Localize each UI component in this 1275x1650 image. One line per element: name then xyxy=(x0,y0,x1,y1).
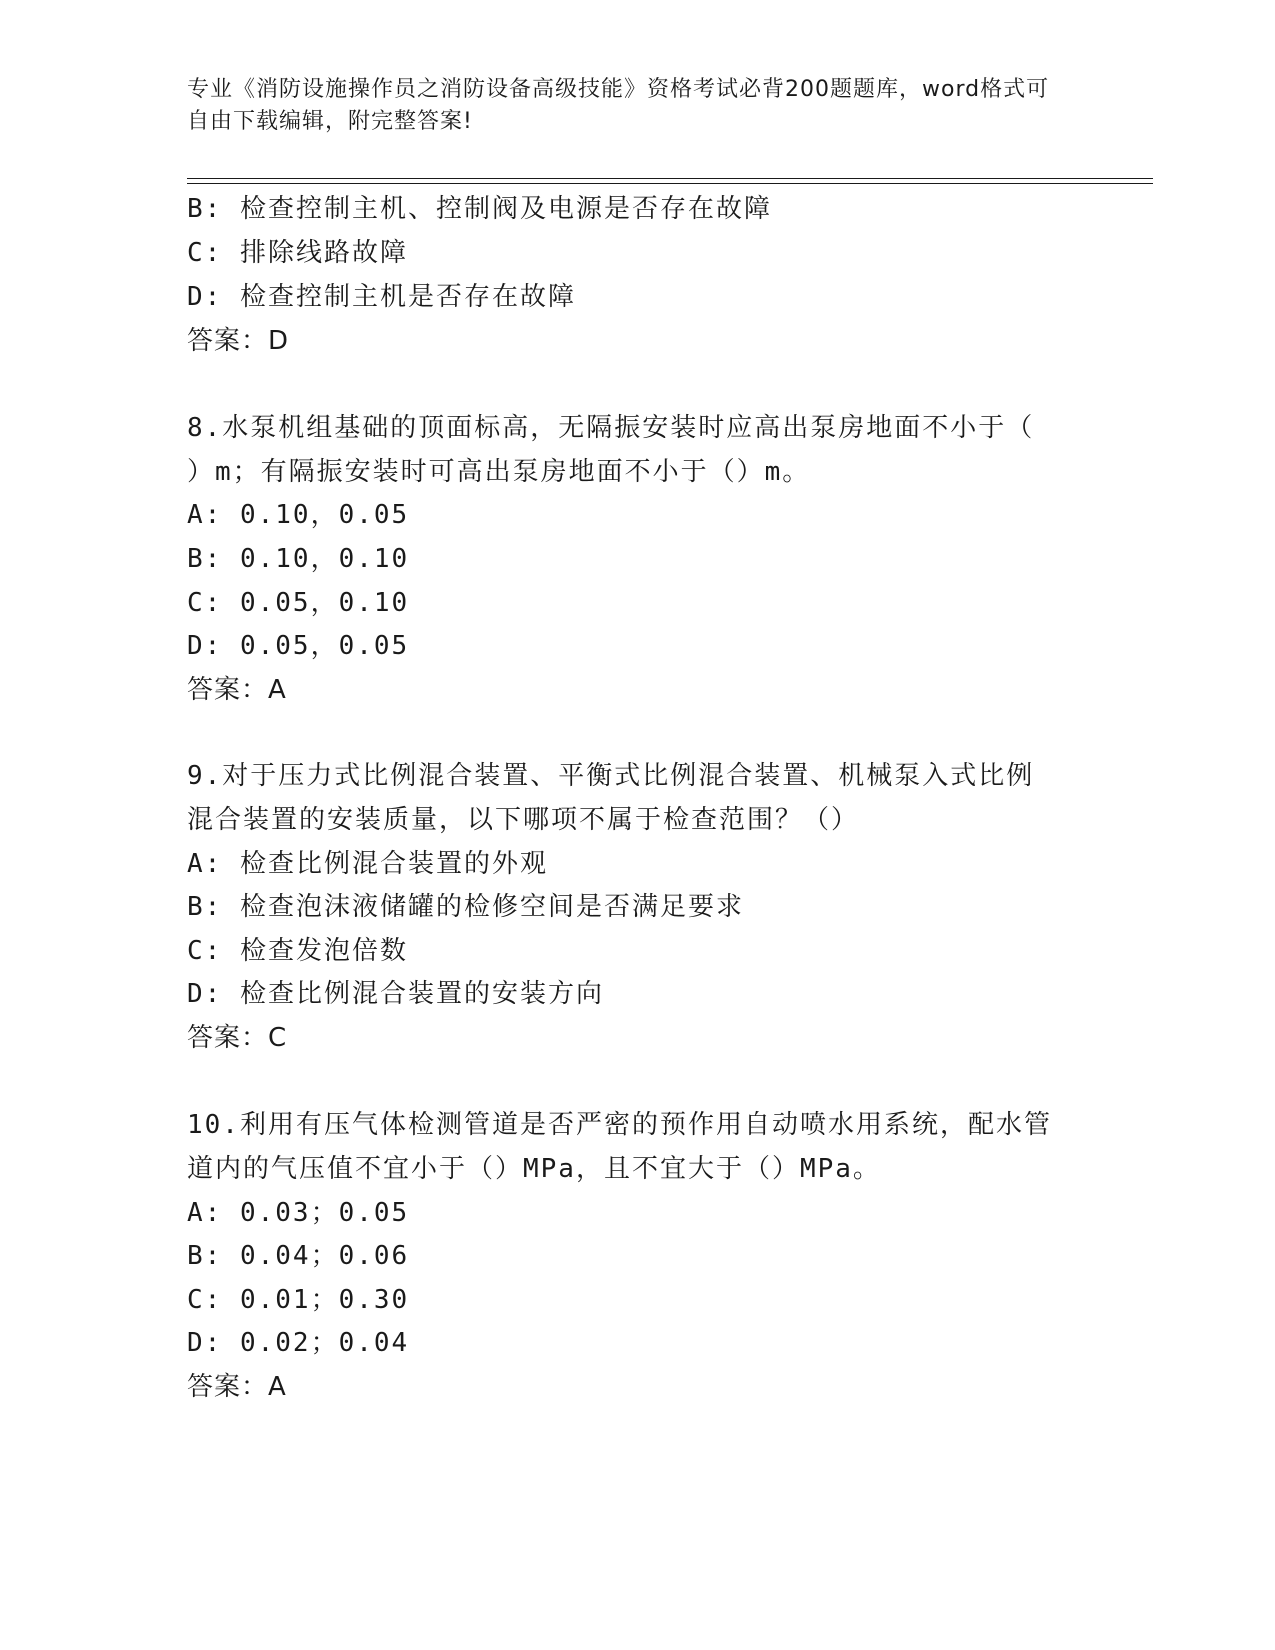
question-10-text-cont: 道内的气压值不宜小于（）MPa，且不宜大于（）MPa。 xyxy=(187,1154,881,1184)
option-d: D: 检查控制主机是否存在故障 xyxy=(187,282,576,312)
option-c: C: 0.01；0.30 xyxy=(187,1285,410,1315)
option-c: C: 排除线路故障 xyxy=(187,238,408,268)
option-b: B: 检查控制主机、控制阀及电源是否存在故障 xyxy=(187,194,772,224)
option-a: A: 0.03；0.05 xyxy=(187,1198,410,1228)
header-divider-bottom xyxy=(187,183,1153,184)
answer-line: 答案：A xyxy=(187,1372,287,1402)
option-d: D: 检查比例混合装置的安装方向 xyxy=(187,979,604,1009)
option-d: D: 0.02；0.04 xyxy=(187,1328,410,1358)
option-d: D: 0.05，0.05 xyxy=(187,631,410,661)
question-9-text: 9.对于压力式比例混合装置、平衡式比例混合装置、机械泵入式比例 xyxy=(187,761,1035,791)
header-divider-top xyxy=(187,178,1153,179)
option-a: A: 0.10，0.05 xyxy=(187,500,410,530)
document-header: 专业《消防设施操作员之消防设备高级技能》资格考试必背200题题库，word格式可自由下载编辑，附完整答案! xyxy=(187,77,1050,134)
answer-line: 答案：C xyxy=(187,1023,288,1053)
option-c: C: 检查发泡倍数 xyxy=(187,936,408,966)
answer-line: 答案：D xyxy=(187,326,290,356)
question-8-text-cont: ）m；有隔振安装时可高出泵房地面不小于（）m。 xyxy=(187,457,811,487)
question-8-text: 8.水泵机组基础的顶面标高，无隔振安装时应高出泵房地面不小于（ xyxy=(187,413,1035,443)
option-b: B: 0.10，0.10 xyxy=(187,544,410,574)
question-10-text: 10.利用有压气体检测管道是否严密的预作用自动喷水用系统，配水管 xyxy=(187,1110,1052,1140)
option-b: B: 0.04；0.06 xyxy=(187,1241,410,1271)
question-9-text-cont: 混合装置的安装质量，以下哪项不属于检查范围？（） xyxy=(187,805,860,835)
option-a: A: 检查比例混合装置的外观 xyxy=(187,849,548,879)
option-c: C: 0.05，0.10 xyxy=(187,588,410,618)
option-b: B: 检查泡沫液储罐的检修空间是否满足要求 xyxy=(187,892,744,922)
answer-line: 答案：A xyxy=(187,675,287,705)
